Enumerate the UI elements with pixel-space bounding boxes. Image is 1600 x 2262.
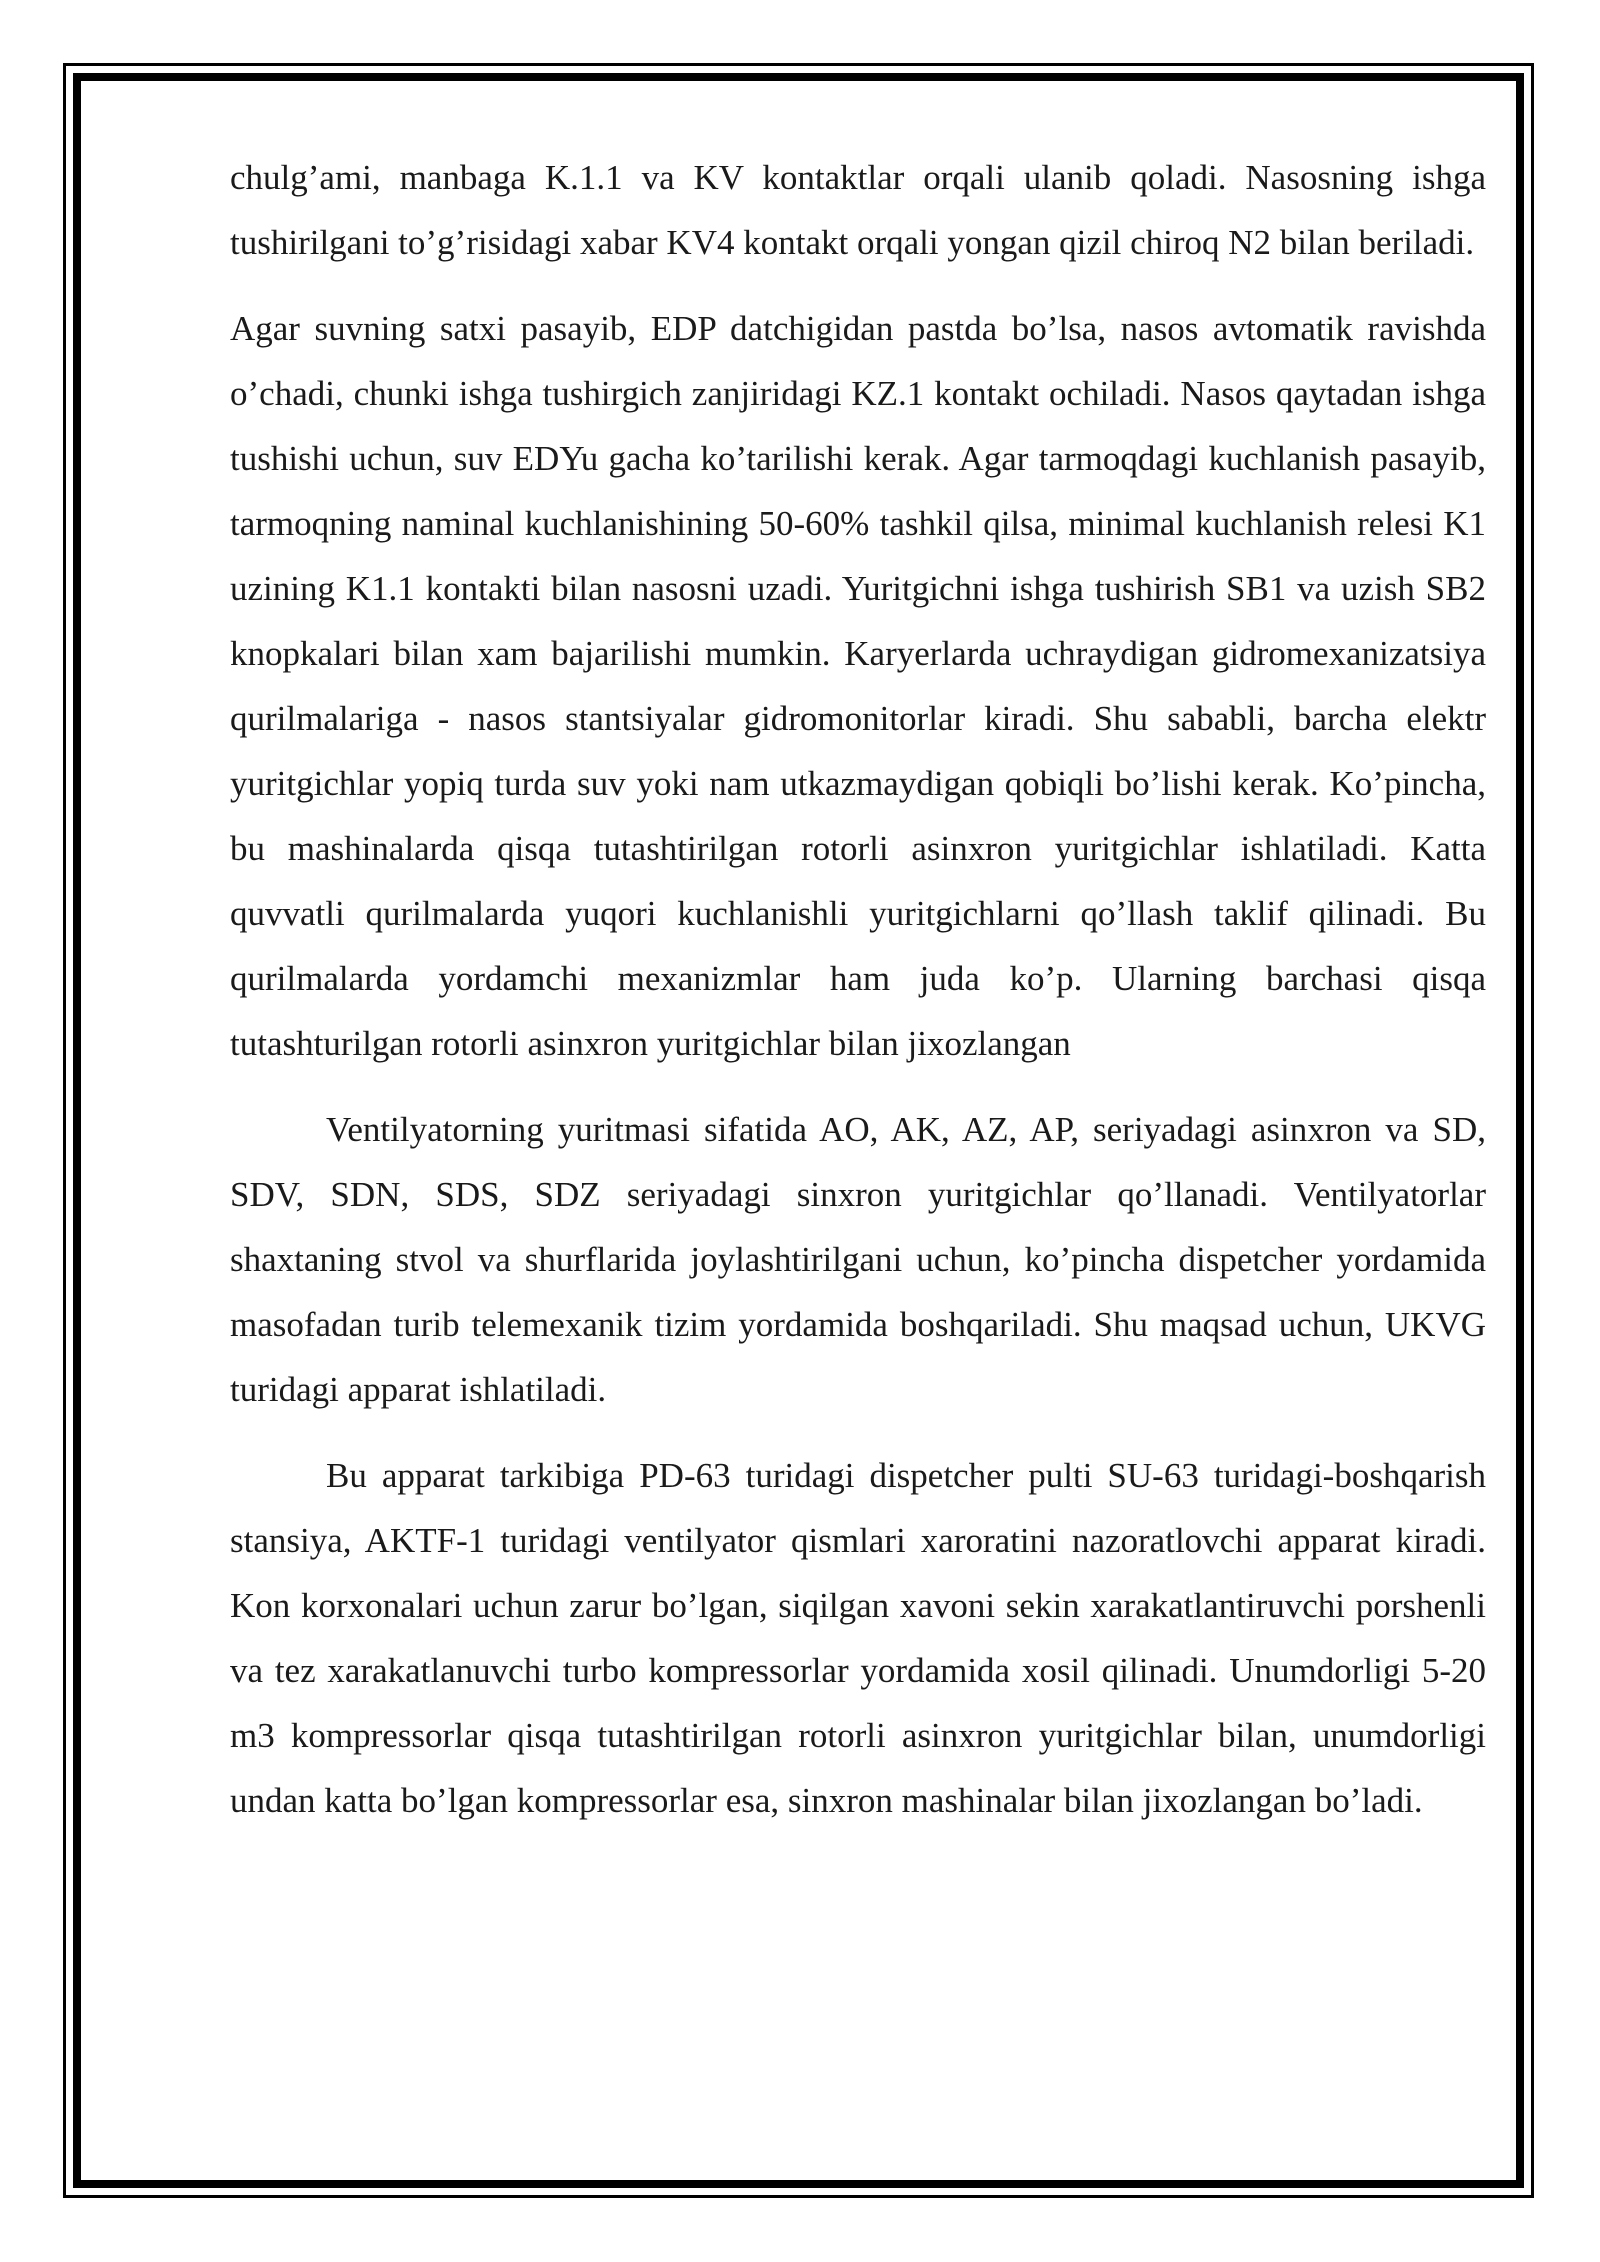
paragraph-3: Ventilyatorning yuritmasi sifatida AO, AK, AZ, AP, seriyadagi asinxron va SD, SDV, SDN, SDS, SDZ seriyadagi sinxron yuritgichlar qo’llanadi. Ventilyatorlar shaxtaning stvol va shurflarida joylashtirilgani uchun, ko’pincha dispetcher yordamida masofadan turib telemexanik tizim yordamida boshqariladi. Shu maqsad uchun, UKVG turidagi apparat ishlatiladi. [230, 1110, 1486, 1409]
paragraph-1: chulg’ami, manbaga K.1.1 va KV kontaktlar orqali ulanib qoladi. Nasosning ishga tushirilgani to’g’risidagi xabar KV4 kontakt orqali yongan qizil chiroq N2 bilan beriladi. [230, 158, 1486, 262]
document-body [230, 145, 1486, 1833]
paragraph-4: Bu apparat tarkibiga PD-63 turidagi dispetcher pulti SU-63 turidagi-boshqarish stansiya, AKTF-1 turidagi ventilyator qismlari xaroratini nazoratlovchi apparat kiradi. Kon korxonalari uchun zarur bo’lgan, siqilgan xavoni sekin xarakatlantiruvchi porshenli va tez xarakatlanuvchi turbo kompressorlar yordamida xosil qilinadi. Unumdorligi 5-20 m3 kompressorlar qisqa tutashtirilgan rotorli asinxron yuritgichlar bilan, unumdorligi undan katta bo’lgan kompressorlar esa, sinxron mashinalar bilan jixozlangan bo’ladi. [230, 1456, 1486, 1820]
paragraph-2: Agar suvning satxi pasayib, EDP datchigidan pastda bo’lsa, nasos avtomatik ravishda o’chadi, chunki ishga tushirgich zanjiridagi KZ.1 kontakt ochiladi. Nasos qaytadan ishga tushishi uchun, suv EDYu gacha ko’tarilishi kerak. Agar tarmoqdagi kuchlanish pasayib, tarmoqning naminal kuchlanishining 50-60% tashkil qilsa, minimal kuchlanish relesi K1 uzining K1.1 kontakti bilan nasosni uzadi. Yuritgichni ishga tushirish SB1 va uzish SB2 knopkalari bilan xam bajarilishi mumkin. Karyerlarda uchraydigan gidromexanizatsiya qurilmalariga - nasos stantsiyalar gidromonitorlar kiradi. Shu sababli, barcha elektr yuritgichlar yopiq turda suv yoki nam utkazmaydigan qobiqli bo’lishi kerak. Ko’pincha, bu mashinalarda qisqa tutashtirilgan rotorli asinxron yuritgichlar ishlatiladi. Katta quvvatli qurilmalarda yuqori kuchlanishli yuritgichlarni qo’llash taklif qilinadi. Bu qurilmalarda yordamchi mexanizmlar ham juda ko’p. Ularning barchasi qisqa tutashturilgan rotorli asinxron yuritgichlar bilan jixozlangan [230, 309, 1486, 1063]
